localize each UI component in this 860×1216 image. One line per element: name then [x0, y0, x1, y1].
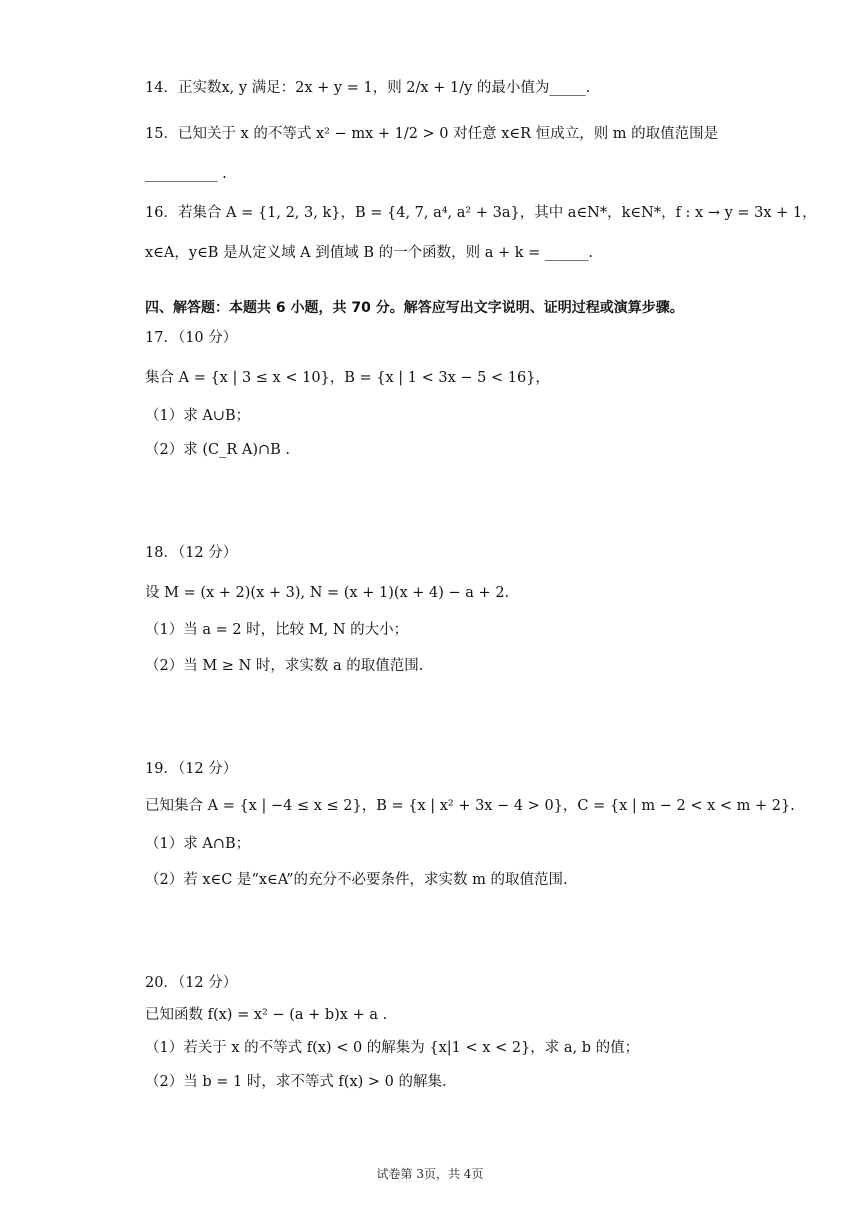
question-16-line-1: 16．若集合 A = {1, 2, 3, k}，B = {4, 7, a⁴, a² + 3a}，其中 a∈N*，k∈N*，f : x → y = 3x + 1，	[145, 205, 817, 221]
question-19-part-1: （1）求 A∩B；	[145, 836, 251, 852]
question-17-part-1: （1）求 A∪B；	[145, 408, 251, 424]
question-18-body: 设 M = (x + 2)(x + 3), N = (x + 1)(x + 4) − a + 2.	[145, 585, 510, 601]
question-16-line-2: x∈A，y∈B 是从定义域 A 到值域 B 的一个函数，则 a + k = ______.	[145, 245, 594, 261]
question-18-part-1: （1）当 a = 2 时，比较 M, N 的大小；	[145, 622, 409, 638]
question-20-part-2: （2）当 b = 1 时，求不等式 f(x) > 0 的解集.	[145, 1074, 447, 1090]
question-19-part-2: （2）若 x∈C 是“x∈A”的充分不必要条件，求实数 m 的取值范围.	[145, 872, 568, 888]
question-14: 14．正实数x, y 满足：2x + y = 1，则 2/x + 1/y 的最小值为_____.	[145, 80, 591, 96]
question-17-body: 集合 A = {x | 3 ≤ x < 10}，B = {x | 1 < 3x − 5 < 16}，	[145, 370, 550, 386]
section-4-heading: 四、解答题：本题共 6 小题，共 70 分。解答应写出文字说明、证明过程或演算步骤。	[145, 300, 684, 316]
question-17-part-2: （2）求 (C_R A)∩B .	[145, 442, 291, 458]
question-18-heading: 18．（12 分）	[145, 545, 238, 561]
question-20-body: 已知函数 f(x) = x² − (a + b)x + a .	[145, 1007, 388, 1023]
question-20-heading: 20．（12 分）	[145, 975, 238, 991]
question-15-line-2: __________ .	[145, 166, 227, 182]
question-19-body: 已知集合 A = {x | −4 ≤ x ≤ 2}，B = {x | x² + 3x − 4 > 0}，C = {x | m − 2 < x < m + 2}.	[145, 798, 795, 814]
page-footer: 试卷第 3页，共 4页	[376, 1167, 484, 1181]
question-15-line-1: 15．已知关于 x 的不等式 x² − mx + 1/2 > 0 对任意 x∈R 恒成立，则 m 的取值范围是	[145, 126, 719, 142]
question-20-part-1: （1）若关于 x 的不等式 f(x) < 0 的解集为 {x|1 < x < 2}，求 a, b 的值；	[145, 1040, 640, 1056]
question-19-heading: 19．（12 分）	[145, 761, 238, 777]
question-17-heading: 17．（10 分）	[145, 330, 238, 346]
question-18-part-2: （2）当 M ≥ N 时，求实数 a 的取值范围.	[145, 658, 424, 674]
